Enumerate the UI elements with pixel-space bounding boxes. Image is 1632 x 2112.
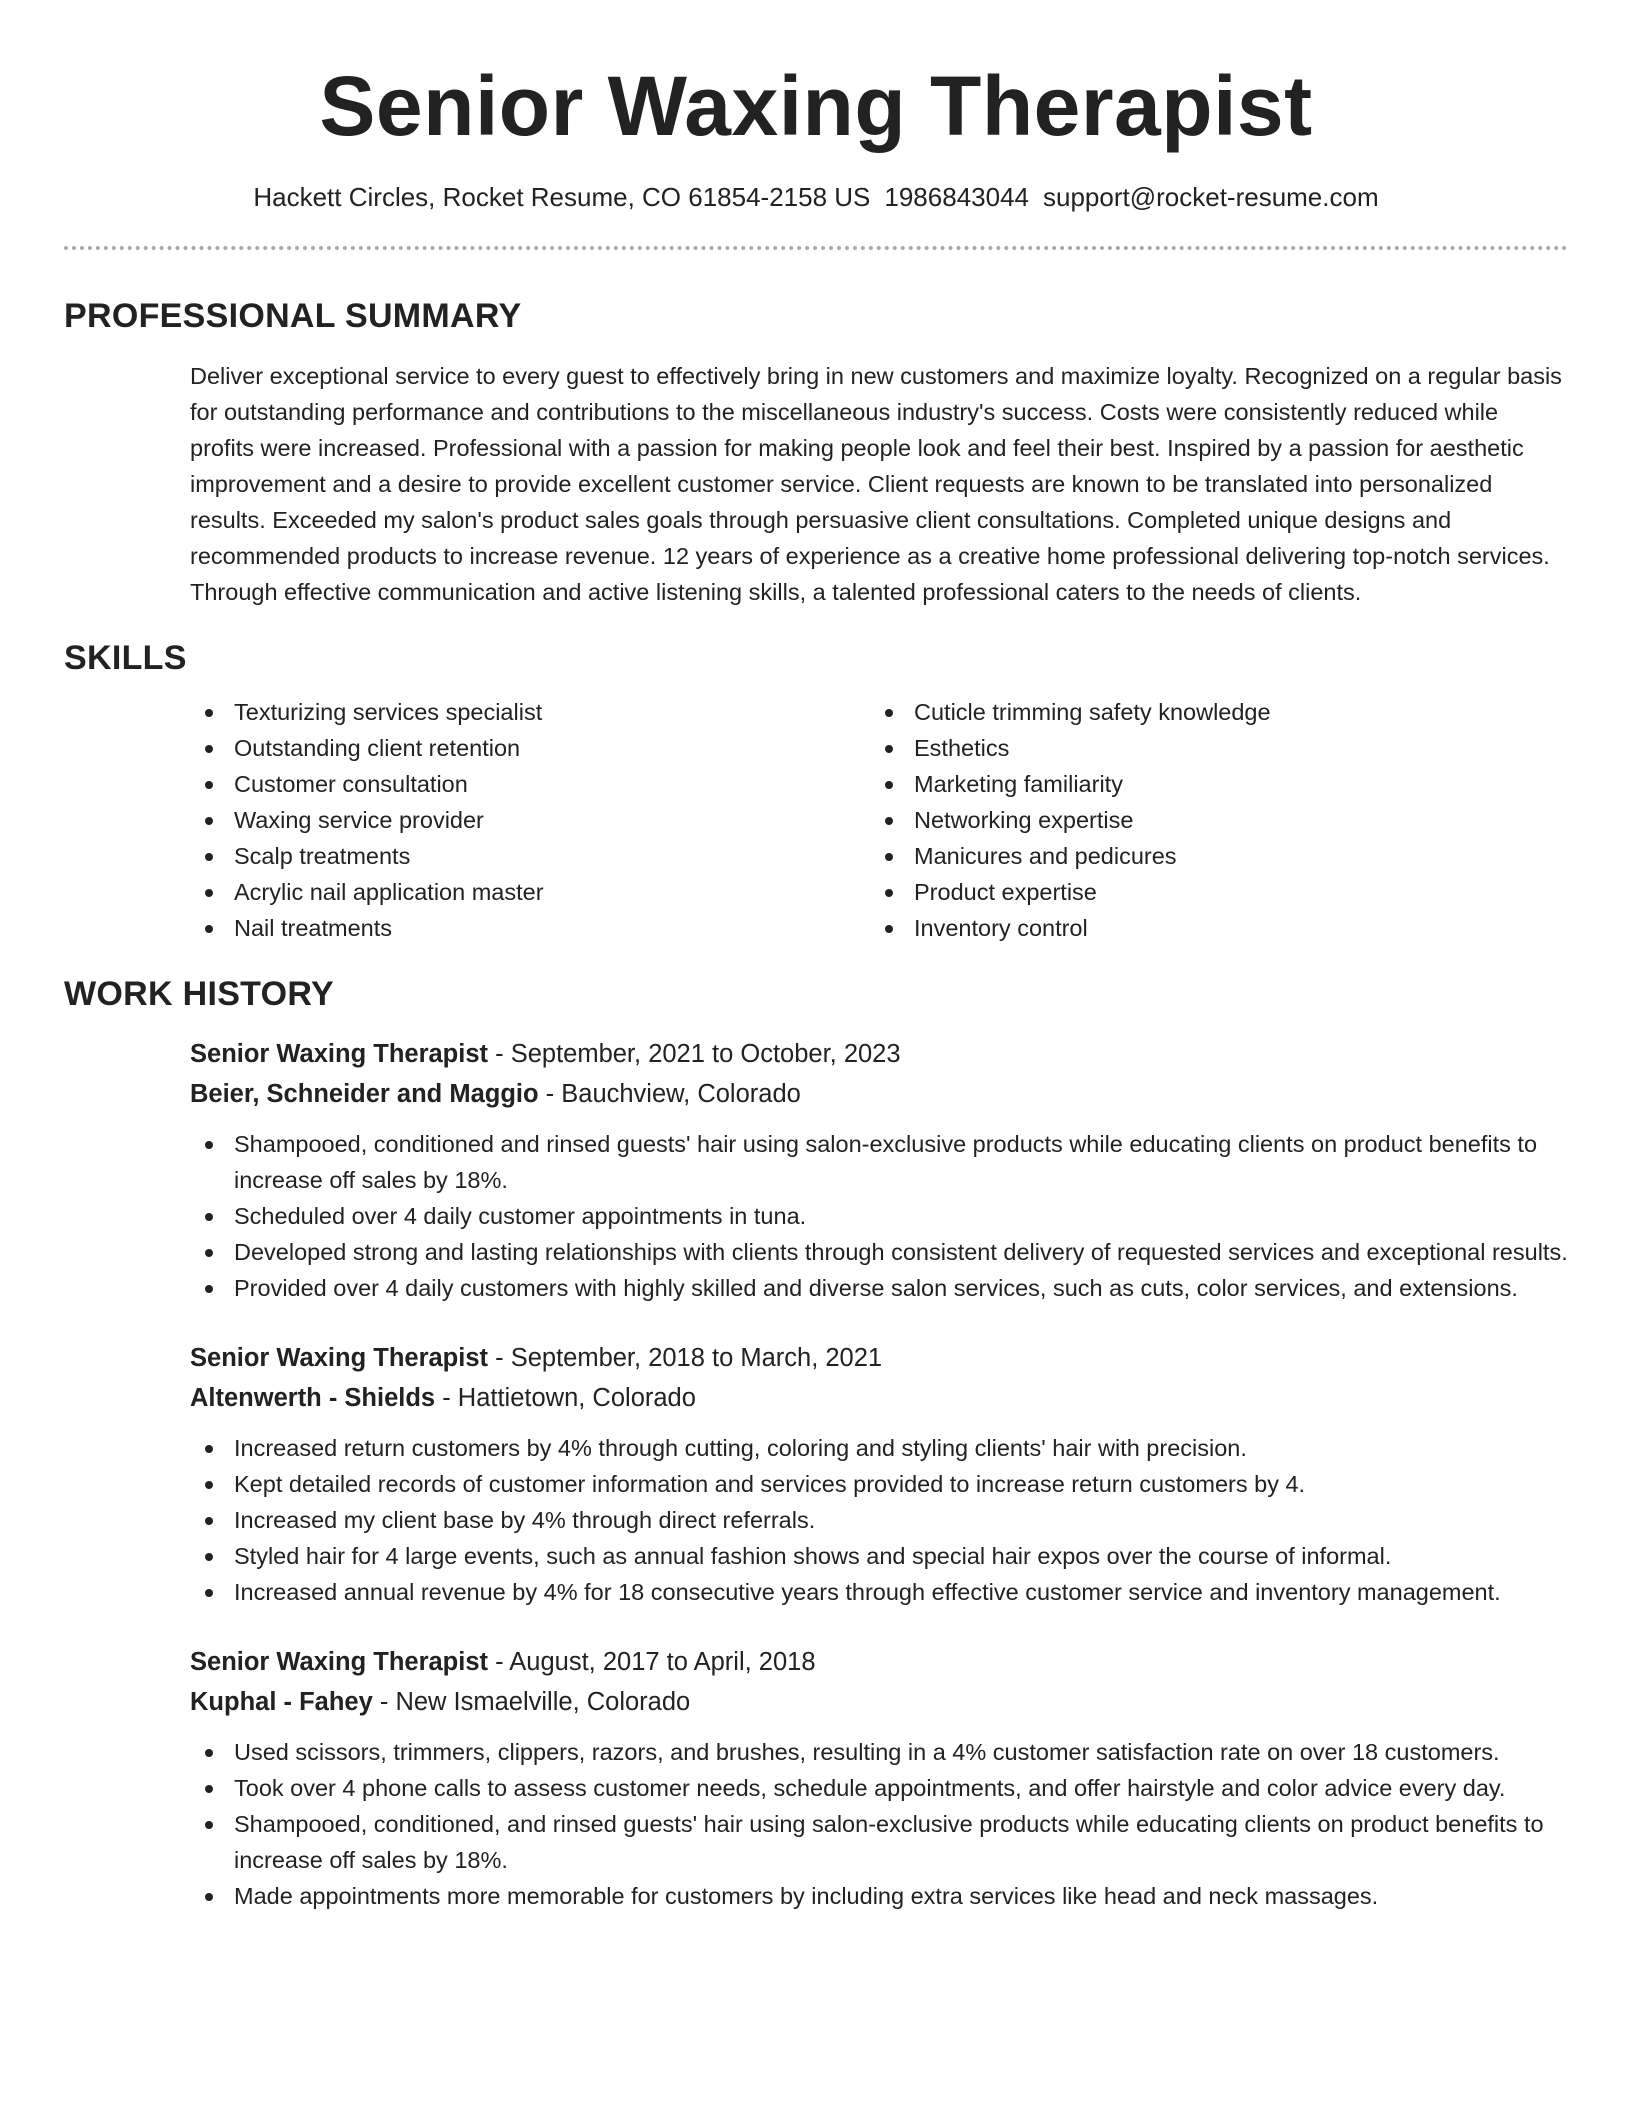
job-duty-item: Kept detailed records of customer information and services provided to increase return customers by 4. [190,1466,1568,1502]
job-company-line [190,1378,1568,1418]
job-duties [190,1734,1568,1914]
skill-item: Scalp treatments [190,838,870,874]
summary-heading: PROFESSIONAL SUMMARY [64,297,522,335]
job-location: - Hattietown, Colorado [435,1384,696,1412]
skills-column-left [190,694,870,946]
job-title-line [190,1338,1568,1378]
contact-phone: 1986843044 [884,182,1029,212]
job-company-line [190,1682,1568,1722]
job-company: Beier, Schneider and Maggio [190,1080,539,1108]
job-title: Senior Waxing Therapist [190,1648,489,1676]
resume-name: Senior Waxing Therapist [319,59,1313,153]
job-duty-item: Made appointments more memorable for customers by including extra services like head and neck massages. [190,1878,1568,1914]
job-duty-item: Scheduled over 4 daily customer appointments in tuna. [190,1198,1568,1234]
skill-item: Waxing service provider [190,802,870,838]
job-location: - Bauchview, Colorado [538,1080,801,1108]
job-duty-item: Styled hair for 4 large events, such as annual fashion shows and special hair expos over the course of informal. [190,1538,1568,1574]
job-duty-item: Increased annual revenue by 4% for 18 consecutive years through effective customer service and inventory management. [190,1574,1568,1610]
contact-address: Hackett Circles, Rocket Resume, CO 61854-2158 US [253,182,871,212]
job-duty-item: Developed strong and lasting relationships with clients through consistent delivery of requested services and exceptional results. [190,1234,1568,1270]
skills-heading: SKILLS [64,639,187,677]
job-duty-item: Provided over 4 daily customers with highly skilled and diverse salon services, such as cuts, color services, and extensions. [190,1270,1568,1306]
job-company-line [190,1074,1568,1114]
job-duties [190,1126,1568,1306]
summary-text: Deliver exceptional service to every guest to effectively bring in new customers and maximize loyalty. Recognized on a regular basis for outstanding performance and contributions to the miscellaneous industry's success. Costs were consistently reduced while profits were increased. Professional with a passion for making people look and feel their best. Inspired by a passion for aesthetic improvement and a desire to provide excellent customer service. Client requests are known to be translated into personalized results. Exceeded my salon's product sales goals through persuasive client consultations. Completed unique designs and recommended products to increase revenue. 12 years of experience as a creative home professional delivering top-notch services. Through effective communication and active listening skills, a talented professional caters to the needs of clients. [190,363,1562,605]
skill-item: Inventory control [870,910,1271,946]
job-duty-item: Increased return customers by 4% through cutting, coloring and styling clients' hair with precision. [190,1430,1568,1466]
skill-item: Nail treatments [190,910,870,946]
job-company: Kuphal - Fahey [190,1688,373,1716]
contact-email: support@rocket-resume.com [1043,182,1379,212]
skill-item: Texturizing services specialist [190,694,870,730]
job-location: - New Ismaelville, Colorado [372,1688,691,1716]
job-dates: - September, 2018 to March, 2021 [488,1344,883,1372]
work-history-heading: WORK HISTORY [64,975,334,1013]
skill-item: Marketing familiarity [870,766,1271,802]
job-duties [190,1430,1568,1610]
job-duty-item: Took over 4 phone calls to assess customer needs, schedule appointments, and offer hairstyle and color advice every day. [190,1770,1568,1806]
job-duty-item: Used scissors, trimmers, clippers, razors, and brushes, resulting in a 4% customer satisfaction rate on over 18 customers. [190,1734,1568,1770]
skills-list [190,694,1568,946]
job-dates: - September, 2021 to October, 2023 [488,1040,901,1068]
skill-item: Esthetics [870,730,1271,766]
skill-item: Cuticle trimming safety knowledge [870,694,1271,730]
skills-column-right [870,694,1271,946]
header-divider [64,246,1568,250]
job-title-line [190,1034,1568,1074]
resume-page [64,0,1568,1914]
job-title: Senior Waxing Therapist [190,1344,489,1372]
contact-line [64,180,1568,214]
job-duty-item: Shampooed, conditioned and rinsed guests' hair using salon-exclusive products while educating clients on product benefits to increase off sales by 18%. [190,1126,1568,1198]
job-duty-item: Increased my client base by 4% through direct referrals. [190,1502,1568,1538]
skill-item: Manicures and pedicures [870,838,1271,874]
job-company: Altenwerth - Shields [190,1384,436,1412]
job-title-line [190,1642,1568,1682]
skill-item: Outstanding client retention [190,730,870,766]
job-entry [190,1034,1568,1306]
skill-item: Customer consultation [190,766,870,802]
skill-item: Networking expertise [870,802,1271,838]
skill-item: Acrylic nail application master [190,874,870,910]
job-dates: - August, 2017 to April, 2018 [488,1648,816,1676]
job-title: Senior Waxing Therapist [190,1040,489,1068]
job-entry [190,1642,1568,1914]
job-duty-item: Shampooed, conditioned, and rinsed guests' hair using salon-exclusive products while educating clients on product benefits to increase off sales by 18%. [190,1806,1568,1878]
skill-item: Product expertise [870,874,1271,910]
job-entry [190,1338,1568,1610]
